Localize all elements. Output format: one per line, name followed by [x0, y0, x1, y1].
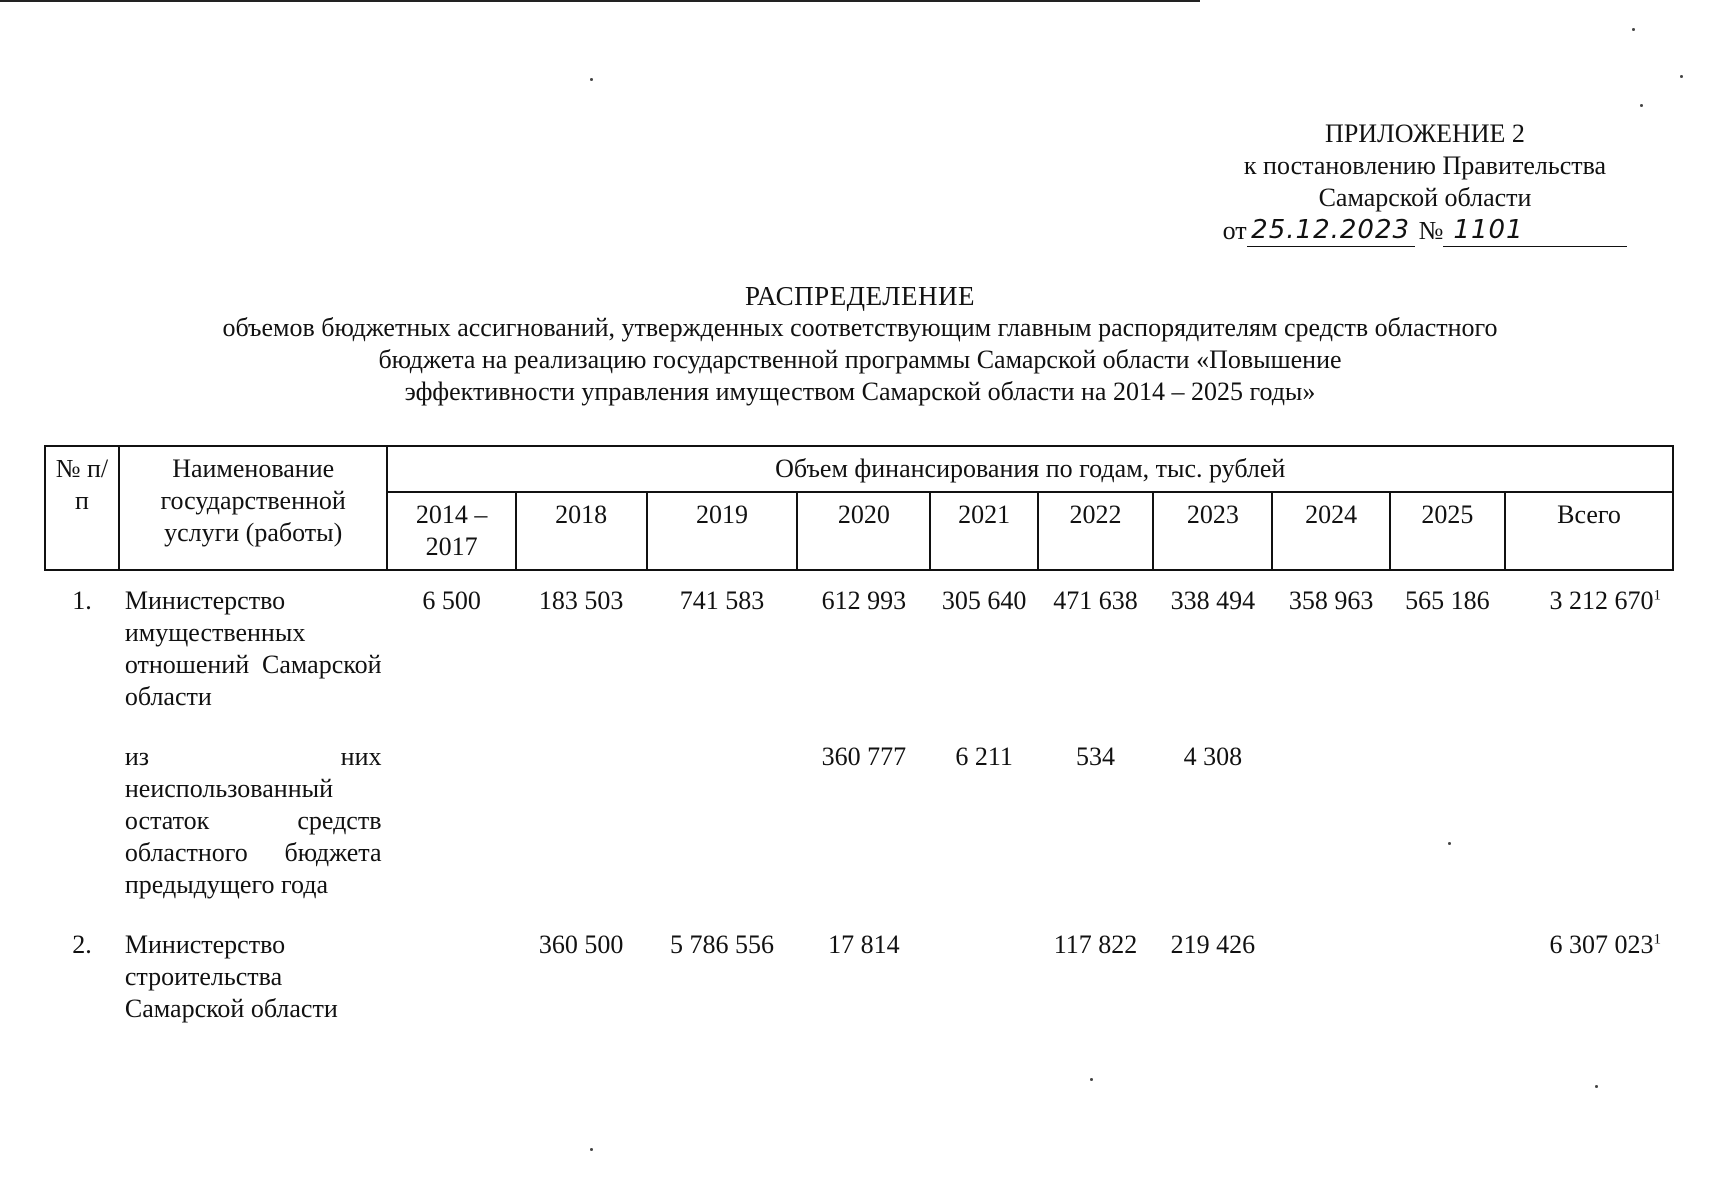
scan-speck — [1090, 1078, 1093, 1081]
scan-speck — [1680, 75, 1683, 78]
table-header-row — [45, 446, 1673, 492]
cell-value: 183 503 — [538, 586, 624, 615]
title-line-3: эффективности управления имуществом Самарской области на 2014 – 2025 годы» — [404, 377, 1316, 406]
table-row — [45, 731, 1673, 919]
cell-value: 565 186 — [1405, 586, 1490, 615]
cell-value — [1272, 731, 1389, 919]
title-line-1: объемов бюджетных ассигнований, утвержденных соответствующим главным распорядителям средств областного — [222, 313, 1498, 342]
cell-value — [1390, 731, 1505, 919]
appendix-resolution-line: к постановлению Правительства — [1243, 151, 1607, 180]
cell-value: 5 786 556 — [670, 930, 775, 959]
cell-value: 338 494 — [1170, 586, 1256, 615]
scan-speck — [1595, 1085, 1598, 1088]
number-prefix: № — [1418, 216, 1444, 245]
footnote-mark: 1 — [1653, 931, 1661, 948]
appendix-header — [1205, 118, 1645, 247]
cell-value: 6 500 — [422, 586, 481, 615]
header-year: 2021 — [930, 492, 1038, 570]
scan-speck — [1448, 842, 1451, 845]
cell-value: 360 500 — [538, 930, 624, 959]
row-name: из них неиспользованный остаток средств областного бюджета предыдущего года — [124, 742, 382, 899]
cell-value: 360 777 — [821, 742, 907, 771]
row-name: Министерство строительства Самарской области — [124, 930, 338, 1023]
appendix-region-line: Самарской области — [1318, 183, 1532, 212]
handwritten-date: 25.12.2023 — [1247, 214, 1415, 247]
cell-total — [1505, 919, 1673, 1043]
cell-value — [1272, 919, 1389, 1043]
header-total: Всего — [1505, 492, 1673, 570]
cell-value: 471 638 — [1053, 586, 1138, 615]
total-value: 6 307 023 — [1549, 930, 1654, 959]
appendix-date-number-line — [1223, 214, 1628, 247]
scan-speck — [590, 1148, 593, 1151]
cell-value: 305 640 — [941, 586, 1027, 615]
cell-total — [1505, 731, 1673, 919]
header-year: 2019 — [647, 492, 798, 570]
scan-speck — [1640, 104, 1643, 107]
cell-value: 534 — [1076, 742, 1116, 771]
cell-value: 741 583 — [679, 586, 765, 615]
row-name: Министерство имущественных отношений Самарской области — [124, 586, 382, 711]
row-num: 1. — [72, 586, 92, 615]
header-num: № п/п — [45, 446, 119, 570]
table-row — [45, 570, 1673, 731]
cell-value — [930, 919, 1038, 1043]
cell-value — [1390, 919, 1505, 1043]
table-row — [45, 919, 1673, 1043]
cell-value: 4 308 — [1183, 742, 1243, 771]
cell-value — [387, 919, 515, 1043]
scan-top-edge-line — [0, 0, 1200, 2]
budget-table — [44, 445, 1674, 1043]
row-num — [45, 731, 119, 919]
title-line-2: бюджета на реализацию государственной программы Самарской области «Повышение — [378, 345, 1342, 374]
header-year: 2025 — [1390, 492, 1505, 570]
scan-speck — [1632, 28, 1635, 31]
title-heading: РАСПРЕДЕЛЕНИЕ — [744, 281, 976, 311]
header-year: 2014 – 2017 — [387, 492, 515, 570]
cell-value: 117 822 — [1053, 930, 1138, 959]
cell-value — [647, 731, 798, 919]
header-year: 2024 — [1272, 492, 1389, 570]
cell-total — [1505, 570, 1673, 731]
footnote-mark: 1 — [1653, 587, 1661, 604]
total-value: 3 212 670 — [1549, 586, 1654, 615]
row-num: 2. — [72, 930, 92, 959]
cell-value — [516, 731, 647, 919]
cell-value: 6 211 — [955, 742, 1013, 771]
scan-speck — [590, 78, 593, 81]
header-name: Наименование государственной услуги (работы) — [119, 446, 388, 570]
header-year: 2020 — [797, 492, 930, 570]
cell-value: 358 963 — [1288, 586, 1374, 615]
cell-value: 219 426 — [1170, 930, 1256, 959]
cell-value: 17 814 — [828, 930, 900, 959]
document-title — [40, 280, 1680, 408]
date-prefix: от — [1222, 216, 1247, 245]
cell-value — [387, 731, 515, 919]
appendix-title: ПРИЛОЖЕНИЕ 2 — [1325, 119, 1525, 148]
header-year: 2018 — [516, 492, 647, 570]
handwritten-number: 1101 — [1443, 214, 1627, 247]
header-year: 2023 — [1153, 492, 1272, 570]
header-year: 2022 — [1038, 492, 1153, 570]
header-financing-group: Объем финансирования по годам, тыс. рублей — [387, 446, 1673, 492]
cell-value: 612 993 — [821, 586, 907, 615]
